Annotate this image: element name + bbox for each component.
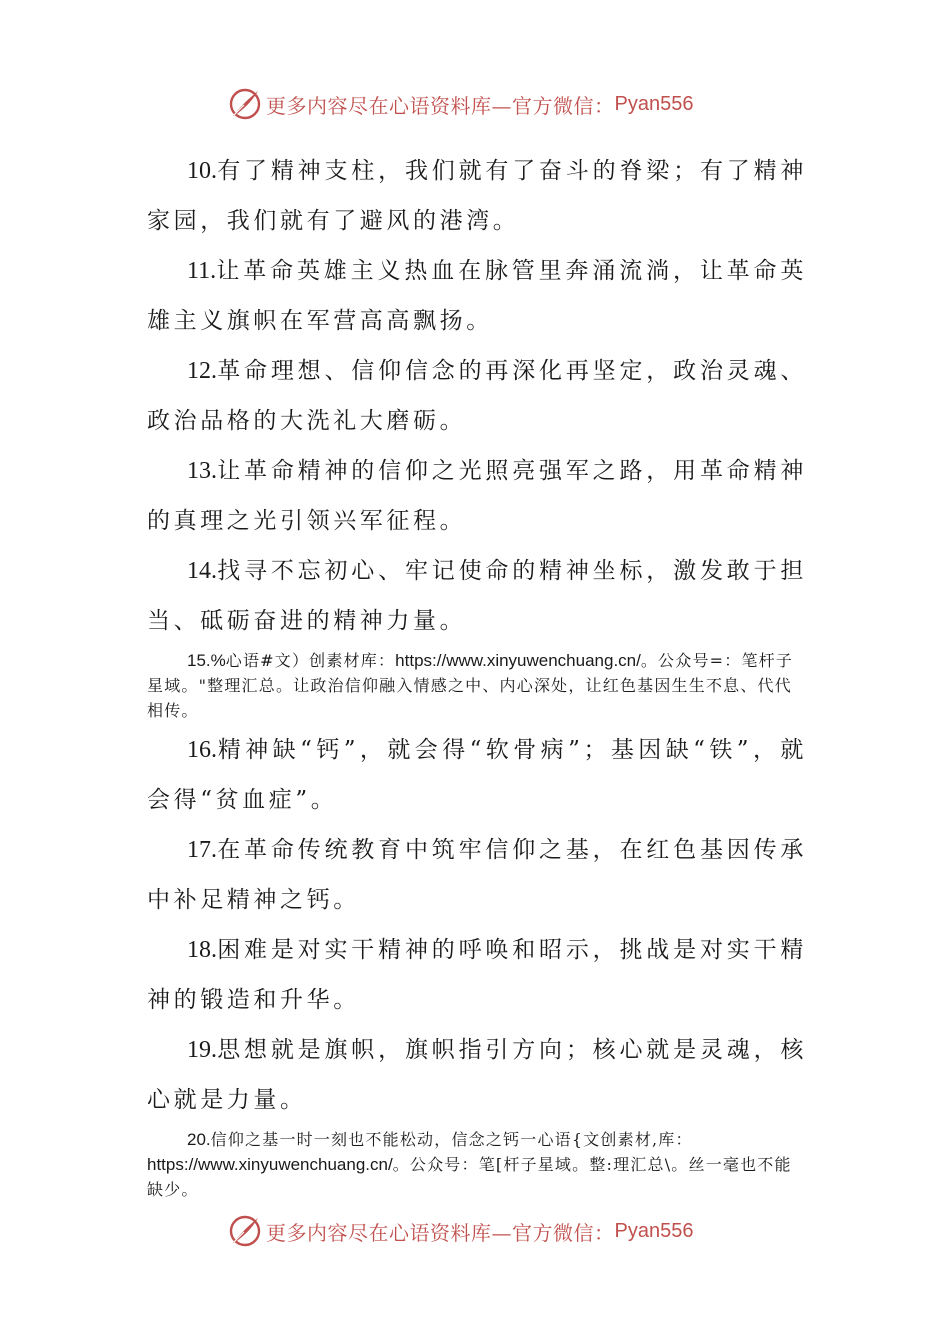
quill-logo-icon xyxy=(228,87,262,121)
header-banner-text: 更多内容尽在心语资料库—官方微信： xyxy=(266,93,615,118)
list-item: 14.找寻不忘初心、牢记使命的精神坐标，激发敢于担当、砥砺奋进的精神力量。 xyxy=(147,558,807,634)
header-wechat-id: Pyan556 xyxy=(614,92,694,115)
quill-logo-icon xyxy=(228,1214,262,1248)
header-banner xyxy=(228,84,693,124)
list-item-small: 20.信仰之基一时一刻也不能松动，信念之钙一心语{文创素材,库：https://www.xinyuwenchuang.cn/。公众号：笔[杆子星域。整:理汇总\。丝一毫也不能缺少。 xyxy=(147,1130,792,1199)
source-url: https://www.xinyuwenchuang.cn/ xyxy=(395,651,641,670)
source-url: https://www.xinyuwenchuang.cn/ xyxy=(147,1155,393,1174)
list-item: 12.革命理想、信仰信念的再深化再坚定，政治灵魂、政治品格的大洗礼大磨砺。 xyxy=(147,358,807,434)
list-item: 17.在革命传统教育中筑牢信仰之基，在红色基因传承中补足精神之钙。 xyxy=(147,837,807,913)
list-item: 18.困难是对实干精神的呼唤和昭示，挑战是对实干精神的锻造和升华。 xyxy=(147,937,807,1013)
footer-wechat-id: Pyan556 xyxy=(614,1219,694,1242)
list-item: 11.让革命英雄主义热血在脉管里奔涌流淌，让革命英雄主义旗帜在军营高高飘扬。 xyxy=(147,258,807,334)
list-item: 10.有了精神支柱，我们就有了奋斗的脊梁；有了精神家园，我们就有了避风的港湾。 xyxy=(147,158,807,234)
list-item: 19.思想就是旗帜，旗帜指引方向；核心就是灵魂，核心就是力量。 xyxy=(147,1037,807,1113)
footer-banner xyxy=(228,1211,693,1251)
list-item: 16.精神缺“钙”，就会得“软骨病”；基因缺“铁”，就会得“贫血症”。 xyxy=(147,737,807,813)
list-item-small: 15.%心语#文）创素材库：https://www.xinyuwenchuang.cn/。公众号=：笔杆子星域。"整理汇总。让政治信仰融入情感之中、内心深处，让红色基因生生不息、代代相传。 xyxy=(147,651,794,720)
footer-banner-text: 更多内容尽在心语资料库—官方微信： xyxy=(266,1220,615,1245)
document-body xyxy=(147,146,807,1202)
list-item: 13.让革命精神的信仰之光照亮强军之路，用革命精神的真理之光引领兴军征程。 xyxy=(147,458,807,534)
